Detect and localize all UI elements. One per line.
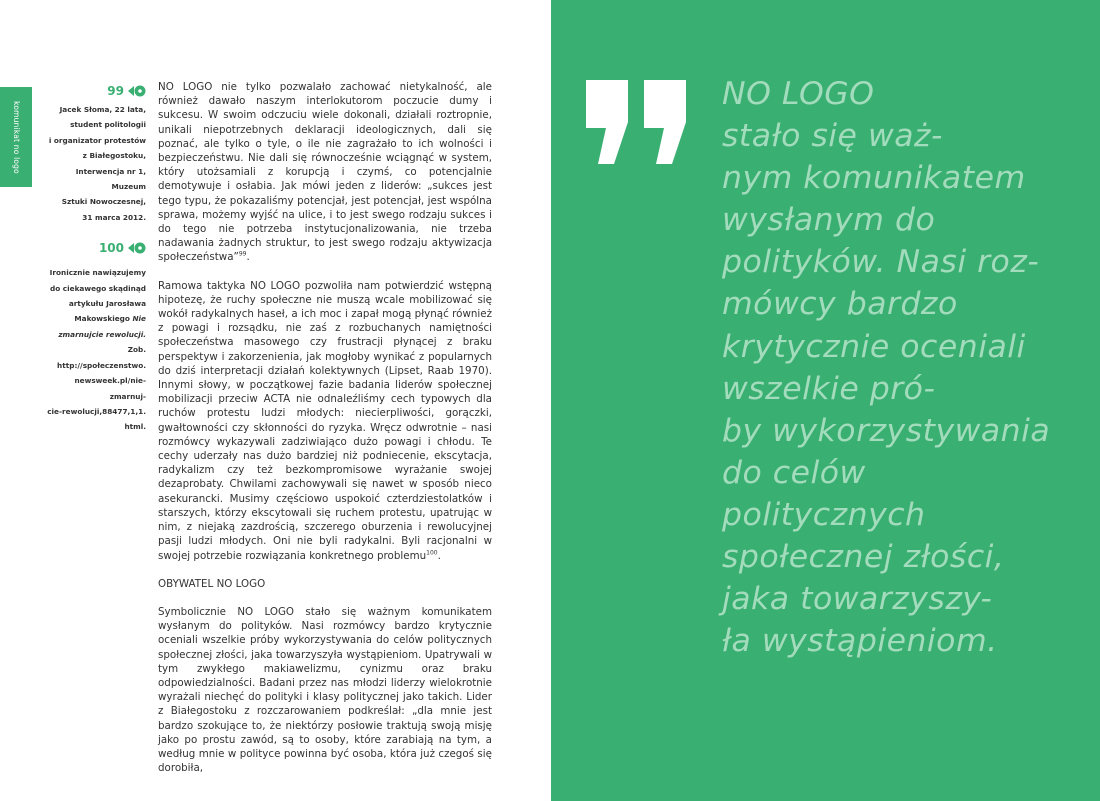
- pull-quote-line: stało się waż-: [722, 118, 943, 155]
- section-heading: OBYWATEL NO LOGO: [158, 577, 266, 590]
- green-dot-arrow-icon: [128, 242, 146, 254]
- paragraph-1: NO LOGO nie tylko pozwalało zachować nietykalność, ale również dawało naszym interlokutorom poczucie dumy i sukcesu. W swoim odczuciu wiele dokonali, działali roztropnie, unikali niepotrzebnych deklaracji ideologicznych, dali się poznać, ale tylko o tyle, o ile nie zagrażało to ich wolności i bezpieczeństwu. Nie dali się równocześnie wciągnąć w system, który utożsamiali z korupcją i czymś, co potencjalnie demotywuje i osłabia. Jak mówi jeden z liderów: „sukces jest tego typu, że pokazaliśmy potencjał, jest potencjał, jest wspólna sprawa, możemy wyjść na ulice, i to jest swego rodzaju sukces i do tego nie potrzeba instytucjonalizowania, nie trzeba nadawania żadnych struktur, to jest swego rodzaju aktywizacja społeczeństwa”$^{99}$.: [158, 81, 492, 264]
- footnote-line: cie-rewolucji,88477,1,1.: [47, 406, 146, 416]
- pull-quote-line: do celów: [722, 454, 866, 491]
- footnote-number: 100: [98, 241, 124, 256]
- side-tab: [0, 87, 32, 187]
- closing-quote-icon: [584, 60, 688, 164]
- footnote-100-header: [40, 241, 146, 255]
- pull-quote-line: NO LOGO: [722, 76, 875, 112]
- body-text-column: [158, 80, 492, 775]
- pull-quote-line: by wykorzystywania: [722, 412, 1051, 449]
- footnote-100-text: [40, 265, 146, 434]
- pull-quote-line: ła wystąpieniom.: [722, 623, 998, 660]
- pull-quote: [722, 73, 1051, 662]
- green-dot-arrow-icon: [128, 85, 146, 97]
- footnote-line: do ciekawego skądinąd: [50, 283, 146, 293]
- footnote-line: z Białegostoku,: [82, 151, 146, 161]
- footnote-line: Sztuki Nowoczesnej,: [61, 197, 146, 207]
- pull-quote-line: krytycznie oceniali: [722, 328, 1026, 365]
- pull-quote-line: mówcy bardzo: [722, 286, 958, 323]
- footnote-line: Ironicznie nawiązujemy: [49, 268, 146, 278]
- footnote-99-text: [40, 102, 146, 225]
- footnote-line: newsweek.pl/nie-zmarnuj-: [74, 376, 146, 401]
- footnote-99-header: [40, 84, 146, 98]
- pull-quote-line: społecznej złości,: [722, 539, 1005, 576]
- footnote-line: html.: [124, 422, 146, 432]
- footnote-ref: 100: [426, 549, 438, 557]
- footnote-line: student politologii: [70, 120, 146, 130]
- footnote-line: i organizator protestów: [48, 135, 146, 145]
- footnote-line: zmarnujcie rewolucji.: [58, 329, 146, 339]
- pull-quote-line: wysłanym do: [722, 202, 936, 239]
- footnote-number: 99: [107, 84, 124, 98]
- footnote-line: 31 marca 2012.: [82, 212, 146, 222]
- pull-quote-line: wszelkie pró-: [722, 370, 936, 407]
- footnote-line: Zob. http://społeczenstwo.: [57, 345, 146, 370]
- footnote-line: Jacek Słoma, 22 lata,: [59, 105, 146, 114]
- footnote-line: Interwencja nr 1, Muzeum: [75, 166, 146, 192]
- footnote-line: Makowskiego Nie: [74, 314, 146, 324]
- footnotes-column: [40, 84, 146, 435]
- pull-quote-line: polityków. Nasi roz-: [722, 244, 1040, 281]
- footnote-line: artykułu Jarosława: [68, 299, 146, 309]
- paragraph-2: Ramowa taktyka NO LOGO pozwoliła nam potwierdzić wstępną hipotezę, że ruchy społeczne nie muszą wcale mobilizować się wokół radykalnych haseł, a ich moc i zapał mogą płynąć również z powagi i rozsądku, nie zaś z rozbuchanych namiętności społeczeństwa masowego czy frustracji płynącej z braku perspektyw i zakorzenienia, jak mogłoby wynikać z popularnych do dziś interpretacji działań kolektywnych (Lipset, Raab 1970). Innymi słowy, w początkowej fazie badania liderów społecznej mobilizacji przeciw ACTA nie odnaleźliśmy cech typowych dla ruchów protestu ludzi młodych: niecierpliwości, gorączki, gwałtowności czy skłonności do ryzyka. Wręcz odwrotnie – nasi rozmówcy wykazywali zadziwiająco dużo powagi i chłodu. Te cechy uderzały nas dużo bardziej niż podniecenie, ekscytacja, radykalizm czy też bezkompromisowe wyrażanie swojej dezaprobaty. Chwilami zachowywali się nawet w sposób nieco asekurancki. Musimy częściowo uspokoić czterdziestolatków i starszych, którzy ekscytowali się ruchem protestu, upatrując w nim, z niejaką zazdrością, szczerego oburzenia i rewolucyjnej pasji ludzi młodych. Oni nie byli radykalni. Byli racjonalni w swojej potrzebie rozwiązania konkretnego problemu$^{100}$.: [158, 279, 492, 562]
- footnote-ref: 99: [238, 251, 247, 259]
- paragraph-3: Symbolicznie NO LOGO stało się ważnym komunikatem wysłanym do polityków. Nasi rozmówcy bardzo krytycznie oceniali wszelkie próby wykorzystywania do celów politycznych społecznej złości, jaka towarzyszyła wystąpieniom. Upatrywali w tym zwykłego makiawelizmu, cynizmu oraz braku odpowiedzialności. Badani przez nas młodzi liderzy wielokrotnie wyrażali niechęć do polityki i klasy politycznej jako takich. Lider z Białegostoku z rozczarowaniem podkreślał: „dla mnie jest bardzo szokujące to, że niektórzy posłowie traktują swoją misję jako po prostu zawód, są to osoby, które zarabiają na tym, a według mnie w polityce powinna być osoba, która już czegoś się dorobiła,: [158, 605, 492, 775]
- pull-quote-line: nym komunikatem: [722, 160, 1026, 197]
- side-tab-label: komunikat no logo: [11, 100, 21, 174]
- pull-quote-line: politycznych: [722, 496, 926, 533]
- pull-quote-line: jaka towarzyszy-: [722, 581, 993, 618]
